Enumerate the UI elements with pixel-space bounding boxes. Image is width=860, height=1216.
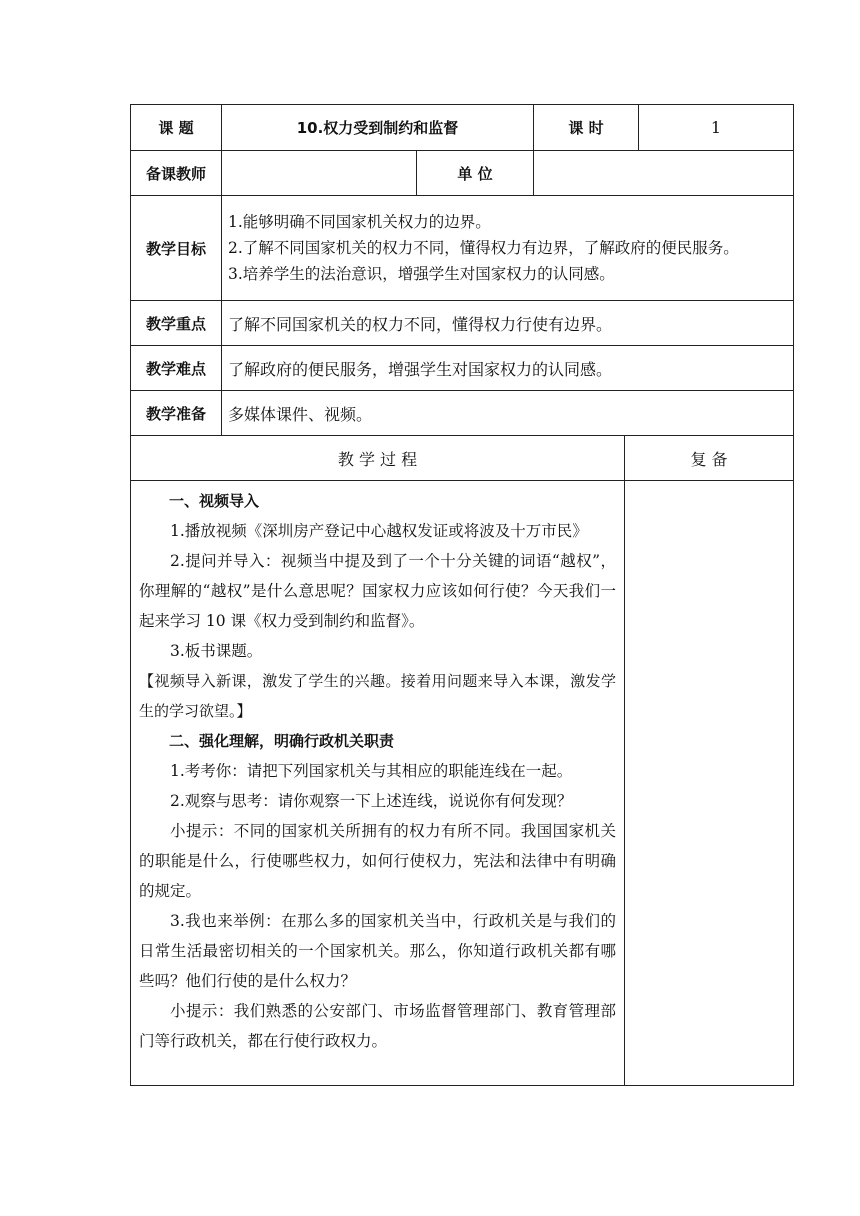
goal-item: 2.了解不同国家机关的权力不同，懂得权力有边界，了解政府的便民服务。 bbox=[228, 239, 739, 257]
process-body bbox=[131, 481, 624, 1056]
goals-list bbox=[222, 196, 794, 300]
process-header: 教 学 过 程 bbox=[337, 449, 418, 469]
hours-value: 1 bbox=[710, 118, 722, 137]
lesson-plan-table bbox=[130, 104, 794, 1086]
preparation-label: 教学准备 bbox=[145, 404, 206, 423]
difficulties-label: 教学难点 bbox=[145, 359, 206, 378]
section-heading: 二、强化理解，明确行政机关职责 bbox=[169, 732, 395, 750]
unit-value bbox=[534, 151, 793, 195]
teacher-label: 备课教师 bbox=[145, 164, 206, 183]
process-paragraph: 3.板书课题。 bbox=[170, 642, 263, 660]
topic-value: 10.权力受到制约和监督 bbox=[296, 119, 459, 137]
goal-item: 1.能够明确不同国家机关权力的边界。 bbox=[228, 213, 491, 231]
review-header: 复 备 bbox=[690, 449, 728, 469]
process-paragraph: 2.观察与思考：请你观察一下上述连线，说说你有何发现？ bbox=[170, 792, 573, 810]
unit-label: 单 位 bbox=[457, 164, 493, 183]
section-heading: 一、视频导入 bbox=[169, 492, 260, 510]
teacher-value bbox=[222, 151, 416, 195]
process-paragraph: 小提示：我们熟悉的公安部门、市场监督管理部门、教育管理部门等行政机关，都在行使行政权力。 bbox=[139, 1002, 616, 1050]
preparation-value: 多媒体课件、视频。 bbox=[228, 404, 373, 424]
hours-label: 课 时 bbox=[568, 119, 604, 137]
process-paragraph: 3.我也来举例：在那么多的国家机关当中，行政机关是与我们的日常生活最密切相关的一个国家机关。那么，你知道行政机关都有哪些吗？他们行使的是什么权力？ bbox=[139, 912, 616, 990]
goal-item: 3.培养学生的法治意识，增强学生对国家权力的认同感。 bbox=[228, 265, 615, 283]
goals-label: 教学目标 bbox=[145, 239, 206, 258]
process-paragraph: 1.播放视频《深圳房产登记中心越权发证或将波及十万市民》 bbox=[170, 522, 588, 540]
process-paragraph: 2.提问并导入：视频当中提及到了一个十分关键的词语“越权”，你理解的“越权”是什么意思呢？国家权力应该如何行使？今天我们一起来学习 10 课《权力受到制约和监督》。 bbox=[139, 552, 616, 630]
review-column bbox=[625, 481, 793, 1085]
process-paragraph: 小提示：不同的国家机关所拥有的权力有所不同。我国国家机关的职能是什么，行使哪些权力，如何行使权力，宪法和法律中有明确的规定。 bbox=[139, 822, 616, 900]
key-points-value: 了解不同国家机关的权力不同，懂得权力行使有边界。 bbox=[228, 314, 613, 334]
process-paragraph: 1.考考你：请把下列国家机关与其相应的职能连线在一起。 bbox=[170, 762, 573, 780]
topic-label: 课 题 bbox=[158, 119, 194, 137]
difficulties-value: 了解政府的便民服务，增强学生对国家权力的认同感。 bbox=[228, 359, 613, 379]
teaching-note: 【视频导入新课，激发了学生的兴趣。接着用问题来导入本课，激发学生的学习欲望。】 bbox=[139, 672, 616, 720]
key-points-label: 教学重点 bbox=[145, 314, 206, 333]
